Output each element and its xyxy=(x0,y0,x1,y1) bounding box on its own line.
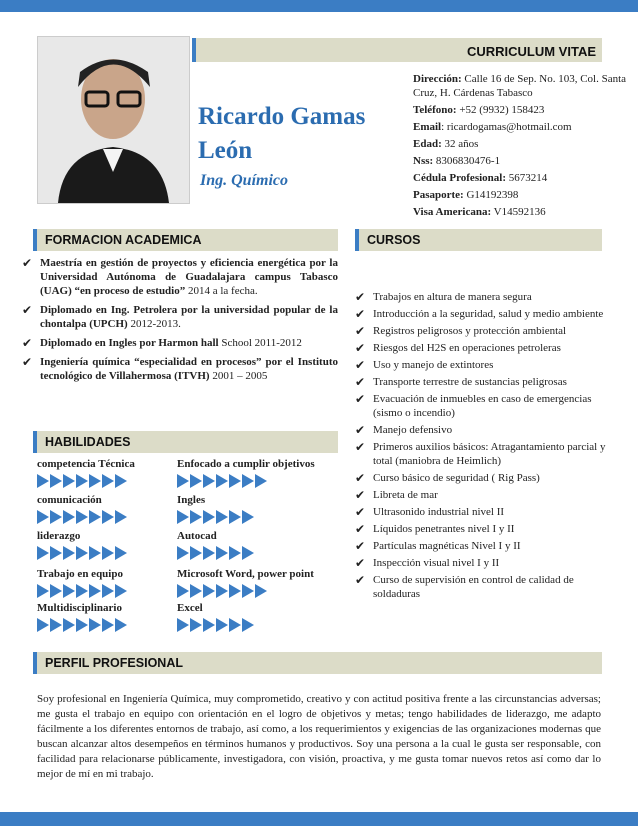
list-item xyxy=(355,556,613,570)
arrow-icon xyxy=(255,584,267,598)
arrow-icon xyxy=(50,510,62,524)
arrow-icon xyxy=(190,546,202,560)
arrow-icon xyxy=(76,546,88,560)
arrow-icon xyxy=(63,584,75,598)
skill-level xyxy=(177,618,255,632)
course-label: Primeros auxilios básicos: Atragantamiento parcial y total (maniobra de Heimlich) xyxy=(373,441,606,467)
arrow-icon xyxy=(115,546,127,560)
checkmark-icon: ✔ xyxy=(355,358,366,372)
contact-passport: Pasaporte: G14192398 xyxy=(413,189,519,201)
checkmark-icon: ✔ xyxy=(355,290,366,304)
education-section-bar xyxy=(33,229,338,251)
arrow-icon xyxy=(242,584,254,598)
course-label: Partículas magnéticas Nivel I y II xyxy=(373,540,521,552)
arrow-icon xyxy=(203,618,215,632)
contact-address: Dirección: Calle 16 de Sep. No. 103, Col. Santa Cruz, H. Cárdenas Tabasco xyxy=(413,73,627,99)
arrow-icon xyxy=(177,474,189,488)
arrow-icon xyxy=(203,474,215,488)
list-item xyxy=(355,539,613,553)
course-label: Riesgos del H2S en operaciones petroleras xyxy=(373,342,561,354)
contact-age: Edad: 32 años xyxy=(413,138,479,150)
arrow-icon xyxy=(242,546,254,560)
profile-section-bar xyxy=(33,652,602,674)
arrow-icon xyxy=(203,584,215,598)
checkmark-icon: ✔ xyxy=(355,375,366,389)
checkmark-icon: ✔ xyxy=(355,324,366,338)
checkmark-icon: ✔ xyxy=(22,256,33,270)
list-item xyxy=(355,471,613,485)
course-label: Transporte terrestre de sustancias peligrosas xyxy=(373,376,567,388)
list-item xyxy=(355,358,613,372)
skill-label: Excel xyxy=(177,602,203,614)
arrow-icon xyxy=(216,546,228,560)
arrow-icon xyxy=(37,510,49,524)
arrow-icon xyxy=(102,474,114,488)
course-label: Uso y manejo de extintores xyxy=(373,359,494,371)
cv-header-label: CURRICULUM VITAE xyxy=(466,44,596,59)
skill-label: comunicación xyxy=(37,494,102,506)
list-item: ✔ Diplomado en Ingles por Harmon hall School 2011-2012 xyxy=(22,336,302,350)
arrow-icon xyxy=(63,618,75,632)
checkmark-icon: ✔ xyxy=(355,423,366,437)
arrow-icon xyxy=(115,474,127,488)
arrow-icon xyxy=(216,618,228,632)
arrow-icon xyxy=(63,510,75,524)
arrow-icon xyxy=(89,584,101,598)
list-item xyxy=(355,573,613,601)
profile-photo xyxy=(37,36,190,204)
checkmark-icon: ✔ xyxy=(355,392,366,406)
profile-text: Soy profesional en Ingeniería Química, muy comprometido, creativo y con actitud positiva frente a las circunstancias adversas; me gusta el trabajo en equipo con orientación en el logro de objetivos y metas; tengo habilidades de liderazgo, me adapto fácilmente a los diferentes entornos de trabajo, así como, a los requerimientos y exigencias de las organizaciones modernas que buscan alcanzar altos desempeños en términos humanos y productivos. Soy una persona a la cual le gusta ser responsable, con facilidad para relacionarse públicamente, investigadora, con visión, proactiva, y me gusta tomar nuevos retos así como dar lo mejor de mí en mi trabajo. xyxy=(37,693,601,780)
arrow-icon xyxy=(115,584,127,598)
course-label: Libreta de mar xyxy=(373,489,438,501)
checkmark-icon: ✔ xyxy=(355,307,366,321)
arrow-icon xyxy=(89,618,101,632)
list-item: ✔ Maestría en gestión de proyectos y eficiencia energética por la Universidad Autónoma de Guadalajara campus Tabasco (UAG) “en proceso de estudio” 2014 a la fecha. xyxy=(22,256,338,297)
list-item xyxy=(355,375,613,389)
courses-section-bar xyxy=(355,229,602,251)
list-item xyxy=(355,392,613,420)
arrow-icon xyxy=(242,510,254,524)
arrow-icon xyxy=(102,546,114,560)
arrow-icon xyxy=(76,474,88,488)
skill-label: Multidisciplinario xyxy=(37,602,122,614)
arrow-icon xyxy=(115,618,127,632)
course-label: Introducción a la seguridad, salud y medio ambiente xyxy=(373,308,604,320)
skill-label: Ingles xyxy=(177,494,206,506)
arrow-icon xyxy=(63,474,75,488)
list-item: ✔ Diplomado en Ing. Petrolera por la universidad popular de la chontalpa (UPCH) 2012-2013. xyxy=(22,303,338,330)
arrow-icon xyxy=(50,584,62,598)
list-item xyxy=(355,341,613,355)
arrow-icon xyxy=(63,546,75,560)
skill-level xyxy=(37,618,128,632)
arrow-icon xyxy=(177,510,189,524)
checkmark-icon: ✔ xyxy=(355,539,366,553)
contact-email: Email: ricardogamas@hotmail.com xyxy=(413,121,572,133)
checkmark-icon: ✔ xyxy=(22,336,33,350)
list-item xyxy=(355,290,613,304)
arrow-icon xyxy=(89,546,101,560)
contact-license: Cédula Profesional: 5673214 xyxy=(413,172,548,184)
checkmark-icon: ✔ xyxy=(355,556,366,570)
course-label: Líquidos penetrantes nivel I y II xyxy=(373,523,515,535)
arrow-icon xyxy=(102,584,114,598)
list-item: ✔ Ingeniería química “especialidad en procesos” por el Instituto tecnológico de Villahermosa (ITVH) 2001 – 2005 xyxy=(22,355,338,382)
contact-info xyxy=(413,72,628,222)
arrow-icon xyxy=(37,584,49,598)
arrow-icon xyxy=(115,510,127,524)
arrow-icon xyxy=(229,584,241,598)
course-label: Curso básico de seguridad ( Rig Pass) xyxy=(373,472,540,484)
contact-phone: Teléfono: +52 (9932) 158423 xyxy=(413,104,545,116)
skill-label: Microsoft Word, power point xyxy=(177,568,314,580)
skill-label: competencia Técnica xyxy=(37,458,135,470)
arrow-icon xyxy=(216,474,228,488)
arrow-icon xyxy=(242,474,254,488)
education-heading: FORMACION ACADEMICA xyxy=(45,233,202,247)
arrow-icon xyxy=(37,546,49,560)
skill-level xyxy=(177,510,255,524)
bottom-accent-bar xyxy=(0,812,638,826)
arrow-icon xyxy=(229,546,241,560)
checkmark-icon: ✔ xyxy=(355,488,366,502)
arrow-icon xyxy=(50,618,62,632)
arrow-icon xyxy=(177,584,189,598)
checkmark-icon: ✔ xyxy=(22,303,33,317)
arrow-icon xyxy=(177,618,189,632)
checkmark-icon: ✔ xyxy=(355,440,366,454)
checkmark-icon: ✔ xyxy=(22,355,33,369)
skill-level xyxy=(37,546,128,560)
skill-level xyxy=(177,584,268,598)
course-label: Evacuación de inmuebles en caso de emergencias (sismo o incendio) xyxy=(373,393,592,419)
list-item xyxy=(355,423,613,437)
course-label: Manejo defensivo xyxy=(373,424,453,436)
top-accent-bar xyxy=(0,0,638,12)
course-label: Ultrasonido industrial nivel II xyxy=(373,506,505,518)
arrow-icon xyxy=(255,474,267,488)
list-item xyxy=(355,488,613,502)
list-item xyxy=(355,522,613,536)
arrow-icon xyxy=(229,618,241,632)
checkmark-icon: ✔ xyxy=(355,573,366,587)
course-label: Registros peligrosos y protección ambiental xyxy=(373,325,567,337)
arrow-icon xyxy=(190,474,202,488)
skill-level xyxy=(177,546,255,560)
skills-heading: HABILIDADES xyxy=(45,435,131,449)
profile-heading: PERFIL PROFESIONAL xyxy=(45,656,183,670)
arrow-icon xyxy=(190,618,202,632)
arrow-icon xyxy=(190,584,202,598)
arrow-icon xyxy=(76,584,88,598)
arrow-icon xyxy=(216,510,228,524)
courses-heading: CURSOS xyxy=(367,233,421,247)
arrow-icon xyxy=(216,584,228,598)
skill-level xyxy=(177,474,268,488)
skill-level xyxy=(37,510,128,524)
checkmark-icon: ✔ xyxy=(355,341,366,355)
arrow-icon xyxy=(37,474,49,488)
skill-level xyxy=(37,584,128,598)
skills-section-bar xyxy=(33,431,338,453)
contact-visa: Visa Americana: V14592136 xyxy=(413,206,546,218)
list-item xyxy=(355,505,613,519)
avatar-icon xyxy=(38,37,189,203)
checkmark-icon: ✔ xyxy=(355,471,366,485)
education-list xyxy=(22,256,338,388)
person-name: Ricardo Gamas León xyxy=(198,103,366,164)
skill-label: Trabajo en equipo xyxy=(37,568,123,580)
list-item xyxy=(355,440,613,468)
course-label: Trabajos en altura de manera segura xyxy=(373,291,532,303)
arrow-icon xyxy=(177,546,189,560)
course-label: Curso de supervisión en control de calidad de soldaduras xyxy=(373,574,574,600)
arrow-icon xyxy=(102,510,114,524)
arrow-icon xyxy=(203,510,215,524)
person-title: Ing. Químico xyxy=(200,172,289,189)
arrow-icon xyxy=(229,474,241,488)
list-item xyxy=(355,307,613,321)
arrow-icon xyxy=(229,510,241,524)
skill-label: Enfocado a cumplir objetivos xyxy=(177,458,315,470)
arrow-icon xyxy=(89,474,101,488)
checkmark-icon: ✔ xyxy=(355,522,366,536)
cv-header-bar xyxy=(192,38,602,62)
arrow-icon xyxy=(203,546,215,560)
arrow-icon xyxy=(76,510,88,524)
arrow-icon xyxy=(76,618,88,632)
arrow-icon xyxy=(102,618,114,632)
arrow-icon xyxy=(190,510,202,524)
skill-label: liderazgo xyxy=(37,530,81,542)
arrow-icon xyxy=(50,546,62,560)
contact-nss: Nss: 8306830476-1 xyxy=(413,155,501,167)
courses-list xyxy=(355,290,613,604)
arrow-icon xyxy=(50,474,62,488)
list-item xyxy=(355,324,613,338)
checkmark-icon: ✔ xyxy=(355,505,366,519)
arrow-icon xyxy=(89,510,101,524)
skill-level xyxy=(37,474,128,488)
arrow-icon xyxy=(37,618,49,632)
arrow-icon xyxy=(242,618,254,632)
skill-label: Autocad xyxy=(177,530,217,542)
course-label: Inspección visual nivel I y II xyxy=(373,557,500,569)
